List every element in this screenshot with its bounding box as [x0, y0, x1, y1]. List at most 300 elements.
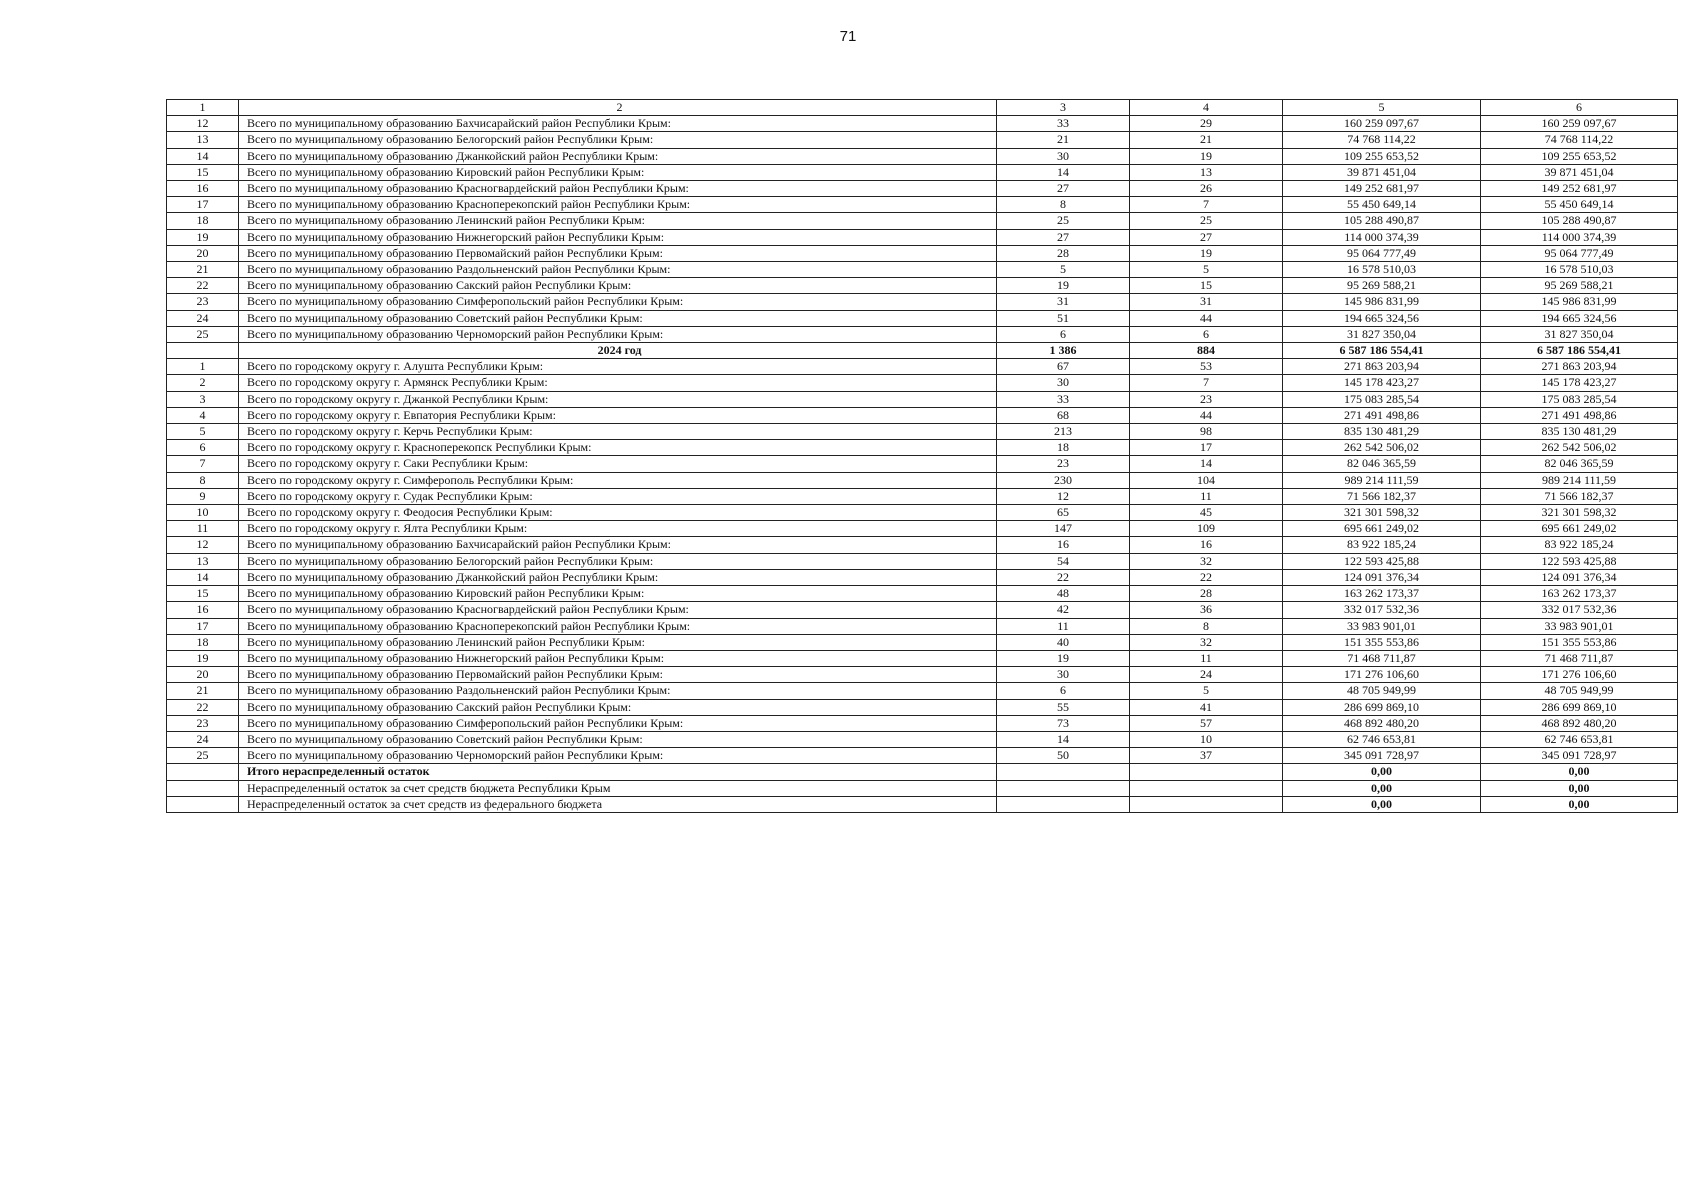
table-cell: 95 269 588,21 [1283, 278, 1481, 294]
table-cell: 149 252 681,97 [1481, 181, 1678, 197]
table-cell: 11 [997, 618, 1130, 634]
remainder-row [167, 796, 1678, 812]
table-cell: 36 [1130, 602, 1283, 618]
table-cell: Всего по муниципальному образованию Сакский район Республики Крым: [239, 699, 997, 715]
table-cell: Всего по муниципальному образованию Белогорский район Республики Крым: [239, 553, 997, 569]
table-cell: 7 [1130, 197, 1283, 213]
table-cell: 12 [167, 537, 239, 553]
table-cell: 6 587 186 554,41 [1283, 343, 1481, 359]
table-cell: 0,00 [1283, 780, 1481, 796]
table-cell: Всего по городскому округу г. Евпатория Республики Крым: [239, 407, 997, 423]
table-cell: 12 [997, 488, 1130, 504]
table-cell [167, 796, 239, 812]
table-cell: 114 000 374,39 [1481, 229, 1678, 245]
table-cell: 345 091 728,97 [1283, 748, 1481, 764]
table-cell: 20 [167, 667, 239, 683]
table-cell: 13 [1130, 164, 1283, 180]
table-cell: 62 746 653,81 [1481, 731, 1678, 747]
table-cell: 15 [167, 164, 239, 180]
table-cell: 28 [1130, 586, 1283, 602]
table-cell: 8 [997, 197, 1130, 213]
table-row [167, 505, 1678, 521]
table-cell: 160 259 097,67 [1283, 116, 1481, 132]
table-row [167, 375, 1678, 391]
table-cell: Всего по муниципальному образованию Нижнегорский район Республики Крым: [239, 650, 997, 666]
table-cell: 7 [167, 456, 239, 472]
table-cell: 213 [997, 424, 1130, 440]
table-cell: 23 [167, 294, 239, 310]
table-cell: 105 288 490,87 [1283, 213, 1481, 229]
table-cell: 26 [1130, 181, 1283, 197]
table-cell: Итого нераспределенный остаток [239, 764, 997, 780]
table-cell: Всего по городскому округу г. Судак Республики Крым: [239, 488, 997, 504]
table-cell: 31 [1130, 294, 1283, 310]
table-cell: 151 355 553,86 [1481, 634, 1678, 650]
table-cell: 14 [997, 164, 1130, 180]
table-cell: 835 130 481,29 [1481, 424, 1678, 440]
table-cell: Всего по муниципальному образованию Ленинский район Республики Крым: [239, 213, 997, 229]
table-cell: 23 [997, 456, 1130, 472]
table-cell: 95 064 777,49 [1283, 245, 1481, 261]
table-cell: Всего по муниципальному образованию Кировский район Республики Крым: [239, 164, 997, 180]
table-cell [997, 764, 1130, 780]
table-cell: 5 [1130, 683, 1283, 699]
table-cell: 31 827 350,04 [1481, 326, 1678, 342]
table-row [167, 326, 1678, 342]
table-cell: 105 288 490,87 [1481, 213, 1678, 229]
table-cell: 33 [997, 391, 1130, 407]
table-cell: 145 178 423,27 [1481, 375, 1678, 391]
table-cell: 44 [1130, 407, 1283, 423]
table-cell: 65 [997, 505, 1130, 521]
table-cell: 15 [167, 586, 239, 602]
table-cell: 13 [167, 132, 239, 148]
table-cell: 19 [167, 650, 239, 666]
table-cell: 71 468 711,87 [1481, 650, 1678, 666]
table-cell: 9 [167, 488, 239, 504]
table-cell: 0,00 [1283, 796, 1481, 812]
table-row [167, 618, 1678, 634]
table-cell: 19 [167, 229, 239, 245]
table-cell: Всего по муниципальному образованию Первомайский район Республики Крым: [239, 245, 997, 261]
table-cell: 0,00 [1481, 780, 1678, 796]
table-row [167, 667, 1678, 683]
table-cell: 149 252 681,97 [1283, 181, 1481, 197]
table-cell: 109 255 653,52 [1283, 148, 1481, 164]
table-cell: 22 [167, 278, 239, 294]
table-cell: 19 [1130, 245, 1283, 261]
table-cell: 286 699 869,10 [1283, 699, 1481, 715]
table-cell: 21 [1130, 132, 1283, 148]
table-cell: 12 [167, 116, 239, 132]
table-row [167, 748, 1678, 764]
table-cell: 6 [1130, 326, 1283, 342]
table-body [167, 100, 1678, 813]
table-cell: 5 [997, 262, 1130, 278]
table-cell: 286 699 869,10 [1481, 699, 1678, 715]
table-row [167, 731, 1678, 747]
table-cell: 33 [997, 116, 1130, 132]
table-cell: 30 [997, 667, 1130, 683]
table-cell: Всего по муниципальному образованию Советский район Республики Крым: [239, 310, 997, 326]
header-cell: 2 [239, 100, 997, 116]
table-cell: 73 [997, 715, 1130, 731]
table-cell: 14 [167, 148, 239, 164]
table-cell: 262 542 506,02 [1283, 440, 1481, 456]
table-cell: 695 661 249,02 [1283, 521, 1481, 537]
table-cell: 39 871 451,04 [1283, 164, 1481, 180]
table-cell: 1 [167, 359, 239, 375]
table-cell: 104 [1130, 472, 1283, 488]
table-cell: 175 083 285,54 [1283, 391, 1481, 407]
table-cell: 321 301 598,32 [1283, 505, 1481, 521]
table-row [167, 650, 1678, 666]
table-cell: 122 593 425,88 [1283, 553, 1481, 569]
table-cell: 10 [1130, 731, 1283, 747]
table-row [167, 553, 1678, 569]
table-cell: 22 [1130, 569, 1283, 585]
table-cell: 468 892 480,20 [1283, 715, 1481, 731]
table-cell: Всего по муниципальному образованию Бахчисарайский район Республики Крым: [239, 116, 997, 132]
table-cell: 68 [997, 407, 1130, 423]
table-cell: 7 [1130, 375, 1283, 391]
table-cell: 30 [997, 148, 1130, 164]
table-cell: 25 [997, 213, 1130, 229]
header-cell: 6 [1481, 100, 1678, 116]
table-cell: 1 386 [997, 343, 1130, 359]
table-cell: Всего по муниципальному образованию Раздольненский район Республики Крым: [239, 262, 997, 278]
table-cell: 171 276 106,60 [1283, 667, 1481, 683]
table-cell: Всего по муниципальному образованию Симферопольский район Республики Крым: [239, 715, 997, 731]
table-cell: Всего по муниципальному образованию Джанкойский район Республики Крым: [239, 148, 997, 164]
table-cell: 67 [997, 359, 1130, 375]
table-cell: Всего по городскому округу г. Саки Республики Крым: [239, 456, 997, 472]
table-cell: 45 [1130, 505, 1283, 521]
table-cell: 0,00 [1481, 796, 1678, 812]
table-cell: 30 [997, 375, 1130, 391]
table-row [167, 359, 1678, 375]
table-cell: Всего по городскому округу г. Ялта Республики Крым: [239, 521, 997, 537]
table-cell: 25 [167, 326, 239, 342]
table-cell: 695 661 249,02 [1481, 521, 1678, 537]
table-row [167, 310, 1678, 326]
table-row [167, 488, 1678, 504]
table-cell: 124 091 376,34 [1481, 569, 1678, 585]
table-cell: 25 [1130, 213, 1283, 229]
table-cell: 230 [997, 472, 1130, 488]
table-row [167, 537, 1678, 553]
remainder-row [167, 780, 1678, 796]
table-row [167, 634, 1678, 650]
table-row [167, 116, 1678, 132]
table-row [167, 602, 1678, 618]
table-cell: 145 178 423,27 [1283, 375, 1481, 391]
table-cell: 23 [1130, 391, 1283, 407]
table-row [167, 181, 1678, 197]
table-cell: 42 [997, 602, 1130, 618]
table-cell: 11 [1130, 488, 1283, 504]
table-cell: Всего по муниципальному образованию Белогорский район Республики Крым: [239, 132, 997, 148]
table-cell: Всего по муниципальному образованию Красногвардейский район Республики Крым: [239, 602, 997, 618]
table-cell: 53 [1130, 359, 1283, 375]
table-cell: 8 [167, 472, 239, 488]
table-cell: 24 [167, 310, 239, 326]
table-cell: 22 [997, 569, 1130, 585]
table-cell: 3 [167, 391, 239, 407]
table-cell: 82 046 365,59 [1481, 456, 1678, 472]
table-cell: 468 892 480,20 [1481, 715, 1678, 731]
table-row [167, 521, 1678, 537]
table-cell: Всего по муниципальному образованию Нижнегорский район Республики Крым: [239, 229, 997, 245]
table-cell: 6 [997, 326, 1130, 342]
table-cell: 16 [997, 537, 1130, 553]
table-cell [167, 764, 239, 780]
table-cell: Нераспределенный остаток за счет средств из федерального бюджета [239, 796, 997, 812]
table-cell: 33 983 901,01 [1283, 618, 1481, 634]
table-cell: 15 [1130, 278, 1283, 294]
table-cell: 989 214 111,59 [1283, 472, 1481, 488]
table-cell: 989 214 111,59 [1481, 472, 1678, 488]
allocation-table [166, 99, 1678, 813]
table-cell: 74 768 114,22 [1481, 132, 1678, 148]
table-cell: 835 130 481,29 [1283, 424, 1481, 440]
table-cell [1130, 764, 1283, 780]
table-cell: Всего по городскому округу г. Керчь Республики Крым: [239, 424, 997, 440]
table-row [167, 132, 1678, 148]
table-cell: 884 [1130, 343, 1283, 359]
table-row [167, 456, 1678, 472]
table-cell [1130, 796, 1283, 812]
year-total-row [167, 343, 1678, 359]
table-cell [997, 796, 1130, 812]
table-cell: 262 542 506,02 [1481, 440, 1678, 456]
header-cell: 5 [1283, 100, 1481, 116]
table-cell: 18 [167, 213, 239, 229]
table-cell: 82 046 365,59 [1283, 456, 1481, 472]
table-cell: Всего по муниципальному образованию Черноморский район Республики Крым: [239, 748, 997, 764]
table-cell: 8 [1130, 618, 1283, 634]
column-number-row [167, 100, 1678, 116]
table-cell: 5 [1130, 262, 1283, 278]
table-cell: 62 746 653,81 [1283, 731, 1481, 747]
table-cell: 2 [167, 375, 239, 391]
table-cell: 10 [167, 505, 239, 521]
table-cell: Всего по городскому округу г. Симферополь Республики Крым: [239, 472, 997, 488]
table-cell: 48 705 949,99 [1481, 683, 1678, 699]
table-cell [167, 343, 239, 359]
table-cell [1130, 780, 1283, 796]
table-cell: 145 986 831,99 [1283, 294, 1481, 310]
table-cell: 41 [1130, 699, 1283, 715]
table-row [167, 229, 1678, 245]
table-row [167, 569, 1678, 585]
table-cell: 19 [997, 650, 1130, 666]
table-cell: Всего по муниципальному образованию Симферопольский район Республики Крым: [239, 294, 997, 310]
header-cell: 4 [1130, 100, 1283, 116]
table-cell: 109 255 653,52 [1481, 148, 1678, 164]
table-cell: 71 566 182,37 [1481, 488, 1678, 504]
table-cell: Всего по муниципальному образованию Джанкойский район Республики Крым: [239, 569, 997, 585]
table-cell: 57 [1130, 715, 1283, 731]
table-row [167, 440, 1678, 456]
table-cell: Всего по муниципальному образованию Черноморский район Республики Крым: [239, 326, 997, 342]
table-cell: 21 [167, 683, 239, 699]
table-row [167, 715, 1678, 731]
table-cell: 109 [1130, 521, 1283, 537]
header-cell: 1 [167, 100, 239, 116]
table-cell: 175 083 285,54 [1481, 391, 1678, 407]
table-cell [167, 780, 239, 796]
table-cell: 48 [997, 586, 1130, 602]
table-cell: 83 922 185,24 [1283, 537, 1481, 553]
table-cell: Всего по муниципальному образованию Ленинский район Республики Крым: [239, 634, 997, 650]
table-cell: Всего по городскому округу г. Алушта Республики Крым: [239, 359, 997, 375]
remainder-row [167, 764, 1678, 780]
page-number: 71 [839, 28, 857, 45]
table-cell: 21 [997, 132, 1130, 148]
table-cell: 31 [997, 294, 1130, 310]
table-cell: 17 [167, 197, 239, 213]
table-cell: 54 [997, 553, 1130, 569]
table-cell: 29 [1130, 116, 1283, 132]
table-cell: 71 566 182,37 [1283, 488, 1481, 504]
table-cell: 74 768 114,22 [1283, 132, 1481, 148]
table-cell: Всего по муниципальному образованию Первомайский район Республики Крым: [239, 667, 997, 683]
table-cell: 16 [1130, 537, 1283, 553]
table-cell: 50 [997, 748, 1130, 764]
table-cell: 345 091 728,97 [1481, 748, 1678, 764]
table-row [167, 245, 1678, 261]
table-cell: 40 [997, 634, 1130, 650]
table-cell: 151 355 553,86 [1283, 634, 1481, 650]
table-cell: 271 863 203,94 [1481, 359, 1678, 375]
table-cell: 5 [167, 424, 239, 440]
table-row [167, 278, 1678, 294]
table-cell: 147 [997, 521, 1130, 537]
table-cell: 124 091 376,34 [1283, 569, 1481, 585]
table-cell: 32 [1130, 634, 1283, 650]
table-cell: 98 [1130, 424, 1283, 440]
table-cell: Всего по городскому округу г. Армянск Республики Крым: [239, 375, 997, 391]
table-cell: 55 [997, 699, 1130, 715]
table-cell: 6 [167, 440, 239, 456]
table-cell: 16 578 510,03 [1283, 262, 1481, 278]
table-cell: 95 269 588,21 [1481, 278, 1678, 294]
table-row [167, 699, 1678, 715]
table-cell: 163 262 173,37 [1283, 586, 1481, 602]
table-row [167, 683, 1678, 699]
table-cell: 332 017 532,36 [1481, 602, 1678, 618]
table-cell: 145 986 831,99 [1481, 294, 1678, 310]
table-cell: 18 [997, 440, 1130, 456]
table-cell: 48 705 949,99 [1283, 683, 1481, 699]
table-cell: 16 [167, 602, 239, 618]
table-cell: 17 [167, 618, 239, 634]
table-cell: 2024 год [239, 343, 997, 359]
table-cell: 11 [1130, 650, 1283, 666]
table-cell: 24 [167, 731, 239, 747]
table-cell: 6 587 186 554,41 [1481, 343, 1678, 359]
table-cell: 14 [167, 569, 239, 585]
table-cell: Всего по муниципальному образованию Бахчисарайский район Республики Крым: [239, 537, 997, 553]
table-cell: 6 [997, 683, 1130, 699]
table-cell: 13 [167, 553, 239, 569]
table-cell: 25 [167, 748, 239, 764]
table-cell: 171 276 106,60 [1481, 667, 1678, 683]
table-cell: 44 [1130, 310, 1283, 326]
table-cell: Всего по муниципальному образованию Кировский район Республики Крым: [239, 586, 997, 602]
table-cell: 16 578 510,03 [1481, 262, 1678, 278]
table-cell: 14 [1130, 456, 1283, 472]
table-cell: 271 491 498,86 [1481, 407, 1678, 423]
table-cell: Всего по муниципальному образованию Советский район Республики Крым: [239, 731, 997, 747]
table-cell: 194 665 324,56 [1283, 310, 1481, 326]
table-cell: 0,00 [1481, 764, 1678, 780]
table-cell: 39 871 451,04 [1481, 164, 1678, 180]
table-cell [997, 780, 1130, 796]
table-cell: Всего по муниципальному образованию Красноперекопский район Республики Крым: [239, 618, 997, 634]
table-cell: 11 [167, 521, 239, 537]
table-cell: 27 [997, 229, 1130, 245]
table-cell: 194 665 324,56 [1481, 310, 1678, 326]
table-row [167, 472, 1678, 488]
table-cell: 32 [1130, 553, 1283, 569]
table-cell: 163 262 173,37 [1481, 586, 1678, 602]
table-cell: 19 [997, 278, 1130, 294]
table-cell: 33 983 901,01 [1481, 618, 1678, 634]
table-cell: 321 301 598,32 [1481, 505, 1678, 521]
table-cell: 28 [997, 245, 1130, 261]
table-cell: 83 922 185,24 [1481, 537, 1678, 553]
table-cell: 22 [167, 699, 239, 715]
table-cell: 55 450 649,14 [1283, 197, 1481, 213]
table-cell: Всего по муниципальному образованию Красногвардейский район Республики Крым: [239, 181, 997, 197]
table-cell: Всего по городскому округу г. Джанкой Республики Крым: [239, 391, 997, 407]
table-row [167, 294, 1678, 310]
table-cell: 0,00 [1283, 764, 1481, 780]
table-cell: Нераспределенный остаток за счет средств бюджета Республики Крым [239, 780, 997, 796]
table-cell: 19 [1130, 148, 1283, 164]
table-row [167, 586, 1678, 602]
table-cell: 27 [1130, 229, 1283, 245]
table-cell: 55 450 649,14 [1481, 197, 1678, 213]
header-cell: 3 [997, 100, 1130, 116]
table-row [167, 148, 1678, 164]
table-row [167, 213, 1678, 229]
table-cell: 14 [997, 731, 1130, 747]
table-cell: 160 259 097,67 [1481, 116, 1678, 132]
table-cell: 17 [1130, 440, 1283, 456]
table-cell: Всего по городскому округу г. Феодосия Республики Крым: [239, 505, 997, 521]
table-cell: 271 491 498,86 [1283, 407, 1481, 423]
table-cell: 20 [167, 245, 239, 261]
table-cell: Всего по городскому округу г. Красноперекопск Республики Крым: [239, 440, 997, 456]
table-row [167, 424, 1678, 440]
table-cell: Всего по муниципальному образованию Сакский район Республики Крым: [239, 278, 997, 294]
table-cell: Всего по муниципальному образованию Раздольненский район Республики Крым: [239, 683, 997, 699]
table-cell: 114 000 374,39 [1283, 229, 1481, 245]
table-row [167, 164, 1678, 180]
table-cell: 16 [167, 181, 239, 197]
table-row [167, 391, 1678, 407]
table-cell: 71 468 711,87 [1283, 650, 1481, 666]
table-cell: Всего по муниципальному образованию Красноперекопский район Республики Крым: [239, 197, 997, 213]
table-row [167, 262, 1678, 278]
table-cell: 24 [1130, 667, 1283, 683]
table-cell: 21 [167, 262, 239, 278]
table-cell: 37 [1130, 748, 1283, 764]
table-cell: 23 [167, 715, 239, 731]
